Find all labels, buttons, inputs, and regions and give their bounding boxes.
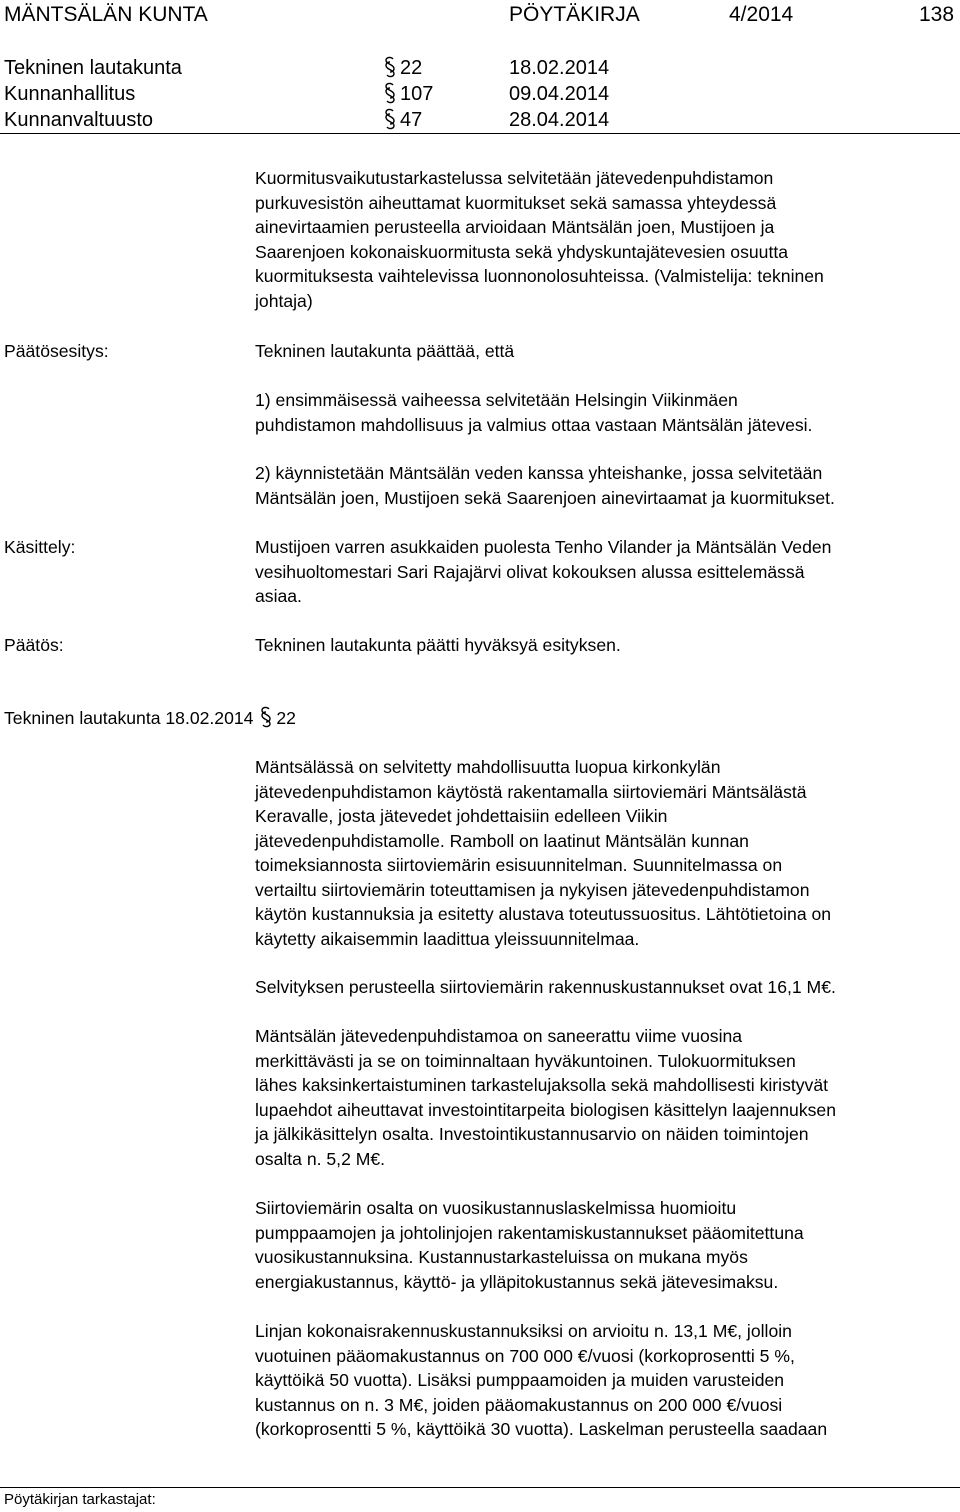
document-type: PÖYTÄKIRJA: [509, 3, 640, 26]
text-line: puhdistamon mahdollisuus ja valmius ottaa vastaan Mäntsälän jätevesi.: [255, 414, 813, 435]
text-line: merkittävästi ja se on toiminnaltaan hyväkuntoinen. Tulokuormituksen: [255, 1050, 796, 1071]
text-line: Selvityksen perusteella siirtoviemärin rakennuskustannukset ovat 16,1 M€.: [255, 977, 836, 997]
text-line: Keravalle, josta jätevedet johdettaisiin edelleen Viikin: [255, 806, 668, 826]
text-line: energiakustannus, käyttö- ja ylläpitokustannus sekä jätevesimaksu.: [255, 1271, 779, 1292]
ref-body: Kunnanhallitus: [4, 83, 136, 105]
handling-text: [255, 535, 955, 609]
ref-body: Kunnanvaltuusto: [4, 109, 154, 131]
ref-date: 28.04.2014: [509, 109, 610, 131]
section-heading: [4, 706, 296, 731]
text-line: asiaa.: [255, 586, 302, 606]
text-line: Mäntsälän joen, Mustijoen sekä Saarenjoen ainevirtaamat ja kuormitukset.: [255, 487, 835, 508]
ref-number-value: 47: [400, 109, 423, 131]
text-line: kuormituksesta vaihtelevissa luonnonolosuhteissa. (Valmistelija: tekninen: [255, 266, 824, 286]
proposal-item-1: [255, 388, 955, 437]
footer-text: Pöytäkirjan tarkastajat:: [4, 1491, 156, 1508]
header-divider: [0, 133, 960, 134]
ref-body: Tekninen lautakunta: [4, 57, 182, 79]
handling-label: Käsittely:: [4, 537, 76, 557]
section-sign-icon: [384, 108, 396, 130]
paragraph-5: [255, 1319, 955, 1442]
issue-number: 4/2014: [729, 3, 794, 26]
page-number: 138: [919, 3, 955, 26]
text-line: Siirtoviemärin osalta on vuosikustannuslaskelmissa huomioitu: [255, 1198, 737, 1218]
ref-number-value: 107: [400, 83, 434, 105]
organization-name: MÄNTSÄLÄN KUNTA: [4, 3, 208, 26]
text-line: ja jälkikäsittelyn osalta. Investointikustannusarvio on näiden toimintojen: [255, 1124, 809, 1144]
text-line: kustannus on n. 3 M€, joiden pääomakustannus on 200 000 €/vuosi: [255, 1394, 783, 1415]
decision-text: [255, 633, 955, 658]
paragraph-3: [255, 1024, 955, 1171]
text-line: käytön kustannuksia ja esitetty alustava toteutussuositus. Lähtötietoina on: [255, 904, 832, 924]
text-line: jätevedenpuhdistamolle. Ramboll on laatinut Mäntsälän kunnan: [255, 830, 749, 851]
text-line: vuotuinen pääomakustannus on 700 000 €/vuosi (korkoprosentti 5 %,: [255, 1345, 795, 1366]
text-line: Tekninen lautakunta päätti hyväksyä esityksen.: [255, 635, 621, 655]
text-line: jätevedenpuhdistamon käytöstä rakentamalla siirtoviemäri Mäntsälästä: [255, 781, 807, 802]
text-line: vertailtu siirtoviemärin toteuttamisen ja nykyisen jätevedenpuhdistamon: [255, 879, 810, 900]
section-sign-icon: [384, 56, 396, 78]
text-line: (korkoprosentti 5 %, käyttöikä 30 vuotta). Laskelman perusteella saadaan: [255, 1419, 828, 1439]
text-line: Mustijoen varren asukkaiden puolesta Tenho Vilander ja Mäntsälän Veden: [255, 537, 832, 557]
text-line: vuosikustannuksina. Kustannustarkasteluissa on mukana myös: [255, 1247, 748, 1267]
ref-date: 18.02.2014: [509, 57, 610, 79]
paragraph-1: [255, 755, 955, 951]
section-sign-icon: [384, 82, 396, 104]
text-line: lähes kaksinkertaistuminen tarkastelujaksolla sekä mahdollisesti kiristyvät: [255, 1075, 829, 1095]
ref-number: [384, 108, 422, 132]
decision-label: Päätös:: [4, 635, 64, 655]
text-line: johtaja): [255, 290, 313, 311]
text-line: käyttöikä 50 vuotta). Lisäksi pumppaamoiden ja muiden varusteiden: [255, 1370, 785, 1390]
text-line: pumppaamojen ja johtolinjojen rakentamiskustannukset pääomitettuna: [255, 1222, 804, 1243]
text-line: toimeksiannosta siirtoviemärin esisuunnitelman. Suunnitelmassa on: [255, 855, 783, 875]
ref-date: 09.04.2014: [509, 83, 610, 105]
text-line: ainevirtaamien perusteella arvioidaan Mäntsälän joen, Mustijoen ja: [255, 217, 775, 237]
text-line: Linjan kokonaisrakennuskustannuksiksi on arvioitu n. 13,1 M€, jolloin: [255, 1321, 792, 1341]
proposal-text: [255, 339, 955, 364]
ref-number-value: 22: [400, 57, 423, 79]
text-line: käytetty aikaisemmin laadittua yleissuunnitelmaa.: [255, 928, 640, 949]
proposal-label: Päätösesitys:: [4, 341, 109, 361]
text-line: Saarenjoen kokonaiskuormitusta sekä yhdyskuntajätevesien osuutta: [255, 241, 789, 262]
ref-number: [384, 82, 433, 106]
text-line: purkuvesistön aiheuttamat kuormitukset sekä samassa yhteydessä: [255, 192, 777, 213]
footer-divider: [0, 1487, 960, 1488]
intro-paragraph: [255, 166, 955, 313]
text-line: lupaehdot aiheuttavat investointitarpeita biologisen käsittelyn laajennuksen: [255, 1099, 836, 1120]
text-line: 1) ensimmäisessä vaiheessa selvitetään Helsingin Viikinmäen: [255, 390, 738, 410]
text-line: osalta n. 5,2 M€.: [255, 1148, 386, 1169]
text-line: Mäntsälässä on selvitetty mahdollisuutta luopua kirkonkylän: [255, 757, 721, 777]
paragraph-2: [255, 975, 955, 1000]
paragraph-4: [255, 1196, 955, 1294]
proposal-item-2: [255, 461, 955, 510]
text-line: Mäntsälän jätevedenpuhdistamoa on saneerattu viime vuosina: [255, 1026, 743, 1046]
text-line: Kuormitusvaikutustarkastelussa selvitetään jätevedenpuhdistamon: [255, 168, 774, 188]
ref-number: [384, 56, 422, 80]
text-line: vesihuoltomestari Sari Rajajärvi olivat kokouksen alussa esittelemässä: [255, 561, 805, 582]
text-line: 2) käynnistetään Mäntsälän veden kanssa yhteishanke, jossa selvitetään: [255, 463, 823, 483]
section-heading-number: 22: [276, 708, 296, 728]
section-sign-icon: [260, 706, 272, 728]
text-line: Tekninen lautakunta päättää, että: [255, 341, 515, 361]
section-heading-text: Tekninen lautakunta 18.02.2014: [4, 708, 254, 728]
